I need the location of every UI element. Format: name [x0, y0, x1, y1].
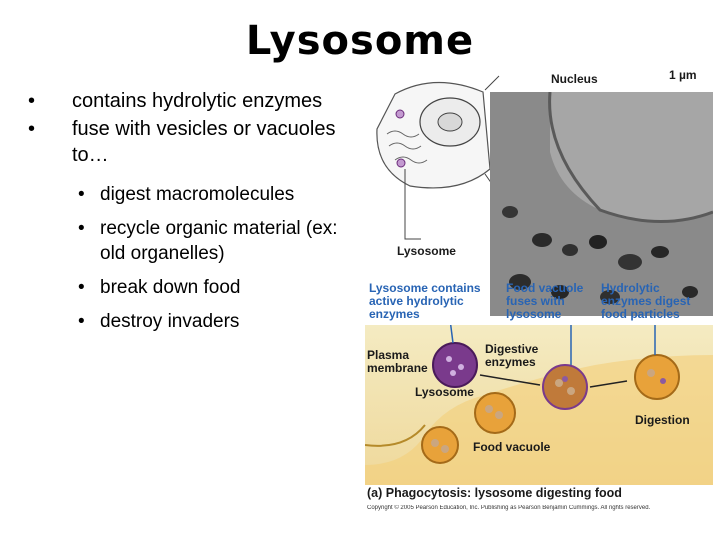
copyright-text: Copyright © 2005 Pearson Education, Inc. Publishing as Pearson Benjamin Cummings. All rights reserved.: [367, 505, 651, 511]
caption-lysosome-enzymes: Lysosome contains active hydrolytic enzymes: [369, 281, 481, 321]
caption-food-vacuole-fuses: Food vacuole fuses with lysosome: [506, 281, 584, 321]
subbullet-item: • recycle organic material (ex: old organelles): [28, 216, 358, 266]
scale-label: 1 µm: [669, 68, 697, 82]
caption-hydrolytic-digest: Hydrolytic enzymes digest food particles: [601, 281, 691, 321]
bullet-list: [28, 88, 358, 334]
digestive-enzymes-label: Digestive enzymes: [485, 342, 539, 369]
subbullet-item: • digest macromolecules: [28, 182, 358, 207]
lysosome-label-top: Lysosome: [397, 244, 456, 258]
cell-sketch-image: [365, 74, 500, 249]
slide-title: Lysosome: [245, 18, 475, 64]
phagocytosis-diagram: [365, 325, 713, 485]
panel-caption: (a) Phagocytosis: lysosome digesting food: [367, 486, 622, 500]
subbullet-item: • destroy invaders: [28, 309, 358, 334]
subbullet-item: • break down food: [28, 275, 358, 300]
bullet-item: • contains hydrolytic enzymes: [28, 88, 358, 114]
digestion-label: Digestion: [635, 413, 690, 427]
bullet-item: • fuse with vesicles or vacuoles to…: [28, 116, 358, 168]
plasma-membrane-label: Plasma membrane: [367, 348, 428, 375]
lysosome-figure: [365, 60, 713, 518]
nucleus-label: Nucleus: [551, 72, 598, 86]
lysosome-label-diagram: Lysosome: [415, 385, 474, 399]
food-vacuole-label: Food vacuole: [473, 440, 551, 454]
